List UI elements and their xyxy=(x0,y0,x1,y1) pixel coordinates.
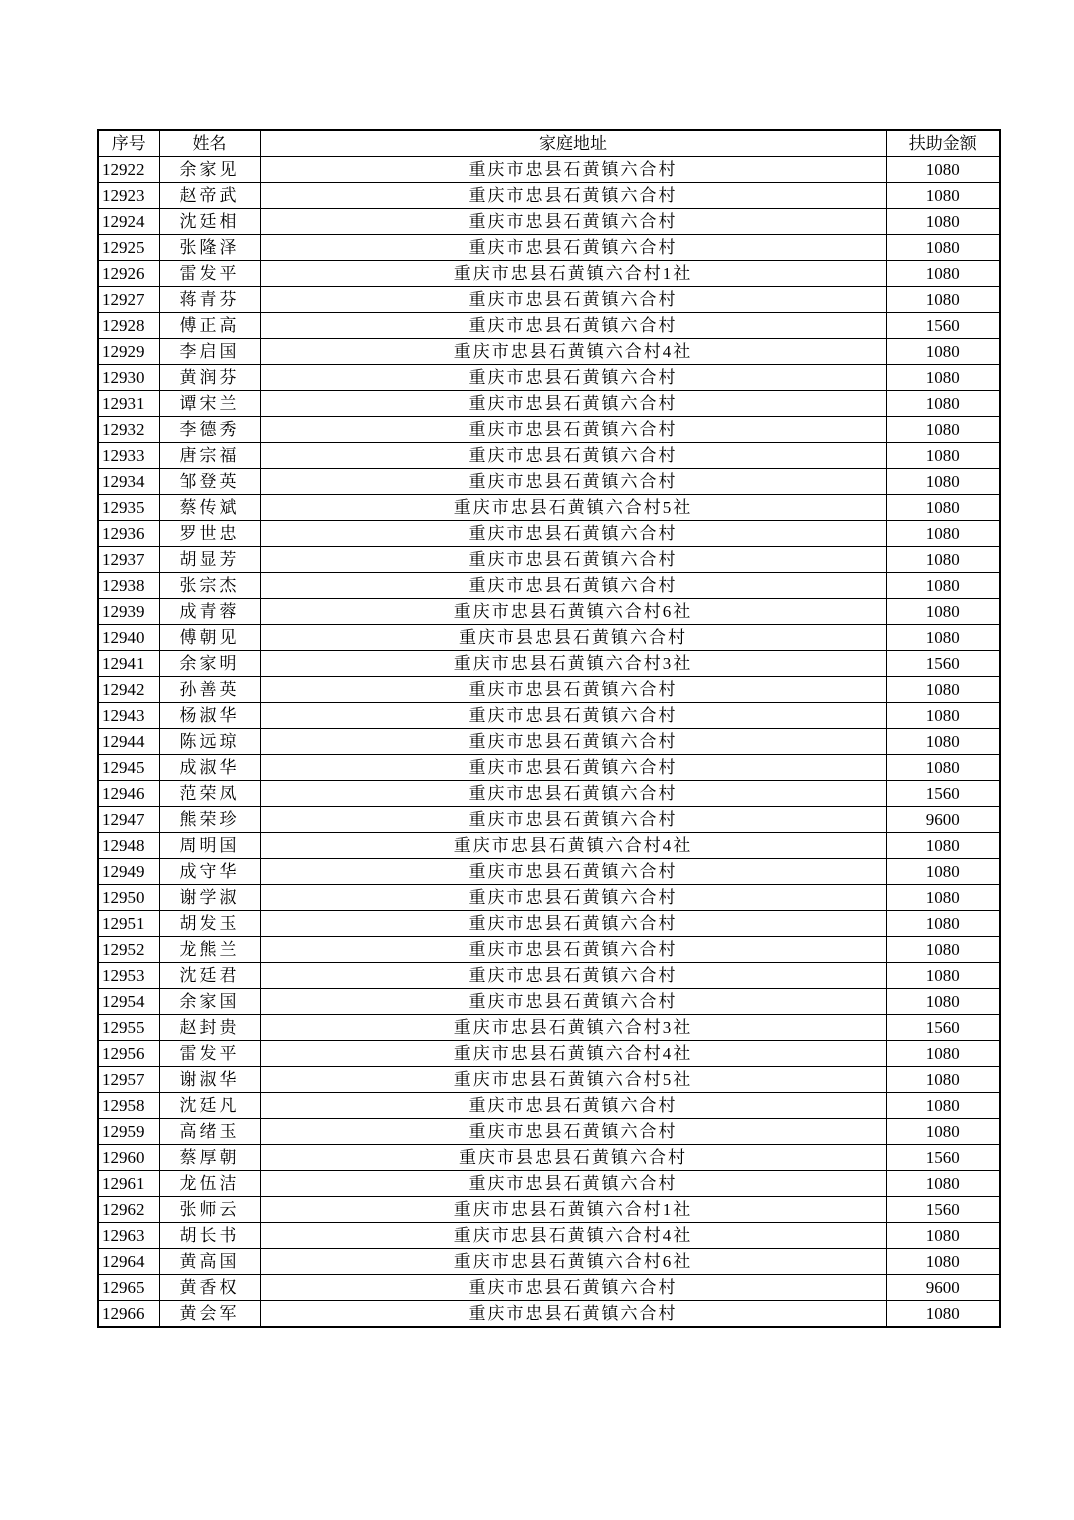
name-cell: 张师云 xyxy=(159,1197,260,1223)
serial-cell: 12933 xyxy=(98,443,159,469)
name-cell: 蔡厚朝 xyxy=(159,1145,260,1171)
serial-cell: 12950 xyxy=(98,885,159,911)
table-row xyxy=(98,963,1000,989)
table-row xyxy=(98,443,1000,469)
address-cell: 重庆市忠县石黄镇六合村 xyxy=(260,1275,886,1301)
serial-cell: 12935 xyxy=(98,495,159,521)
serial-cell: 12937 xyxy=(98,547,159,573)
address-cell: 重庆市忠县石黄镇六合村 xyxy=(260,443,886,469)
table-row xyxy=(98,1067,1000,1093)
amount-cell: 1080 xyxy=(886,911,1000,937)
name-cell: 谭宋兰 xyxy=(159,391,260,417)
amount-cell: 1080 xyxy=(886,469,1000,495)
table-row xyxy=(98,1171,1000,1197)
name-cell: 周明国 xyxy=(159,833,260,859)
serial-cell: 12951 xyxy=(98,911,159,937)
serial-cell: 12932 xyxy=(98,417,159,443)
address-cell: 重庆市忠县石黄镇六合村 xyxy=(260,469,886,495)
address-cell: 重庆市忠县石黄镇六合村 xyxy=(260,859,886,885)
serial-cell: 12955 xyxy=(98,1015,159,1041)
address-cell: 重庆市忠县石黄镇六合村 xyxy=(260,235,886,261)
address-cell: 重庆市忠县石黄镇六合村 xyxy=(260,313,886,339)
serial-cell: 12931 xyxy=(98,391,159,417)
serial-cell: 12945 xyxy=(98,755,159,781)
name-cell: 成守华 xyxy=(159,859,260,885)
address-cell: 重庆市忠县石黄镇六合村 xyxy=(260,703,886,729)
address-cell: 重庆市忠县石黄镇六合村 xyxy=(260,209,886,235)
name-cell: 赵帝武 xyxy=(159,183,260,209)
name-cell: 谢淑华 xyxy=(159,1067,260,1093)
amount-cell: 1080 xyxy=(886,1119,1000,1145)
serial-cell: 12923 xyxy=(98,183,159,209)
table-row xyxy=(98,703,1000,729)
serial-cell: 12929 xyxy=(98,339,159,365)
address-cell: 重庆市忠县石黄镇六合村 xyxy=(260,547,886,573)
address-cell: 重庆市忠县石黄镇六合村 xyxy=(260,807,886,833)
table-row xyxy=(98,1249,1000,1275)
table-row xyxy=(98,391,1000,417)
serial-cell: 12926 xyxy=(98,261,159,287)
serial-cell: 12928 xyxy=(98,313,159,339)
table-row xyxy=(98,1223,1000,1249)
serial-cell: 12925 xyxy=(98,235,159,261)
amount-cell: 1080 xyxy=(886,495,1000,521)
name-cell: 龙伍洁 xyxy=(159,1171,260,1197)
amount-cell: 1080 xyxy=(886,755,1000,781)
table-row xyxy=(98,261,1000,287)
name-cell: 唐宗福 xyxy=(159,443,260,469)
address-cell: 重庆市忠县石黄镇六合村 xyxy=(260,989,886,1015)
table-row xyxy=(98,833,1000,859)
amount-cell: 1080 xyxy=(886,833,1000,859)
serial-cell: 12938 xyxy=(98,573,159,599)
table-row xyxy=(98,1093,1000,1119)
address-cell: 重庆市忠县石黄镇六合村 xyxy=(260,365,886,391)
name-cell: 蔡传斌 xyxy=(159,495,260,521)
address-cell: 重庆市忠县石黄镇六合村 xyxy=(260,417,886,443)
address-cell: 重庆市县忠县石黄镇六合村 xyxy=(260,1145,886,1171)
name-cell: 李德秀 xyxy=(159,417,260,443)
amount-cell: 1080 xyxy=(886,1171,1000,1197)
serial-cell: 12948 xyxy=(98,833,159,859)
address-cell: 重庆市忠县石黄镇六合村1社 xyxy=(260,261,886,287)
table-row xyxy=(98,1041,1000,1067)
address-cell: 重庆市忠县石黄镇六合村6社 xyxy=(260,599,886,625)
address-cell: 重庆市忠县石黄镇六合村 xyxy=(260,287,886,313)
table-row xyxy=(98,573,1000,599)
table-row xyxy=(98,807,1000,833)
serial-cell: 12961 xyxy=(98,1171,159,1197)
amount-cell: 1080 xyxy=(886,443,1000,469)
amount-cell: 1080 xyxy=(886,1249,1000,1275)
amount-cell: 1080 xyxy=(886,183,1000,209)
address-cell: 重庆市忠县石黄镇六合村 xyxy=(260,1301,886,1328)
address-cell: 重庆市忠县石黄镇六合村3社 xyxy=(260,651,886,677)
name-cell: 成青蓉 xyxy=(159,599,260,625)
serial-cell: 12964 xyxy=(98,1249,159,1275)
address-cell: 重庆市忠县石黄镇六合村 xyxy=(260,937,886,963)
amount-cell: 1560 xyxy=(886,1015,1000,1041)
amount-cell: 1080 xyxy=(886,521,1000,547)
serial-cell: 12927 xyxy=(98,287,159,313)
table-row xyxy=(98,781,1000,807)
header-name: 姓名 xyxy=(159,130,260,157)
serial-cell: 12934 xyxy=(98,469,159,495)
name-cell: 张宗杰 xyxy=(159,573,260,599)
table-row xyxy=(98,859,1000,885)
address-cell: 重庆市忠县石黄镇六合村 xyxy=(260,755,886,781)
name-cell: 罗世忠 xyxy=(159,521,260,547)
table-row xyxy=(98,1119,1000,1145)
table-row xyxy=(98,911,1000,937)
table-row xyxy=(98,651,1000,677)
serial-cell: 12966 xyxy=(98,1301,159,1328)
amount-cell: 1080 xyxy=(886,989,1000,1015)
name-cell: 陈远琼 xyxy=(159,729,260,755)
name-cell: 张隆泽 xyxy=(159,235,260,261)
address-cell: 重庆市忠县石黄镇六合村6社 xyxy=(260,1249,886,1275)
name-cell: 黄会军 xyxy=(159,1301,260,1328)
amount-cell: 1080 xyxy=(886,261,1000,287)
name-cell: 成淑华 xyxy=(159,755,260,781)
name-cell: 余家明 xyxy=(159,651,260,677)
table-row xyxy=(98,313,1000,339)
serial-cell: 12965 xyxy=(98,1275,159,1301)
table-row xyxy=(98,339,1000,365)
serial-cell: 12957 xyxy=(98,1067,159,1093)
serial-cell: 12958 xyxy=(98,1093,159,1119)
amount-cell: 1080 xyxy=(886,365,1000,391)
serial-cell: 12962 xyxy=(98,1197,159,1223)
table-row xyxy=(98,469,1000,495)
amount-cell: 1080 xyxy=(886,625,1000,651)
table-row xyxy=(98,209,1000,235)
name-cell: 李启国 xyxy=(159,339,260,365)
amount-cell: 1080 xyxy=(886,157,1000,183)
name-cell: 傅正高 xyxy=(159,313,260,339)
name-cell: 胡显芳 xyxy=(159,547,260,573)
table-row xyxy=(98,157,1000,183)
serial-cell: 12959 xyxy=(98,1119,159,1145)
name-cell: 胡长书 xyxy=(159,1223,260,1249)
table-row xyxy=(98,235,1000,261)
address-cell: 重庆市县忠县石黄镇六合村 xyxy=(260,625,886,651)
table-row xyxy=(98,989,1000,1015)
name-cell: 赵封贵 xyxy=(159,1015,260,1041)
serial-cell: 12943 xyxy=(98,703,159,729)
serial-cell: 12956 xyxy=(98,1041,159,1067)
name-cell: 杨淑华 xyxy=(159,703,260,729)
name-cell: 蒋青芬 xyxy=(159,287,260,313)
amount-cell: 1080 xyxy=(886,209,1000,235)
serial-cell: 12946 xyxy=(98,781,159,807)
name-cell: 傅朝见 xyxy=(159,625,260,651)
name-cell: 余家国 xyxy=(159,989,260,1015)
table-header-row xyxy=(98,130,1000,157)
amount-cell: 9600 xyxy=(886,807,1000,833)
address-cell: 重庆市忠县石黄镇六合村3社 xyxy=(260,1015,886,1041)
amount-cell: 1080 xyxy=(886,937,1000,963)
serial-cell: 12939 xyxy=(98,599,159,625)
address-cell: 重庆市忠县石黄镇六合村5社 xyxy=(260,1067,886,1093)
name-cell: 黄高国 xyxy=(159,1249,260,1275)
address-cell: 重庆市忠县石黄镇六合村 xyxy=(260,573,886,599)
amount-cell: 1080 xyxy=(886,547,1000,573)
address-cell: 重庆市忠县石黄镇六合村 xyxy=(260,781,886,807)
address-cell: 重庆市忠县石黄镇六合村4社 xyxy=(260,1223,886,1249)
address-cell: 重庆市忠县石黄镇六合村 xyxy=(260,677,886,703)
amount-cell: 1080 xyxy=(886,963,1000,989)
serial-cell: 12960 xyxy=(98,1145,159,1171)
amount-cell: 1080 xyxy=(886,677,1000,703)
table-row xyxy=(98,417,1000,443)
table-row xyxy=(98,885,1000,911)
table-row xyxy=(98,183,1000,209)
serial-cell: 12941 xyxy=(98,651,159,677)
table-row xyxy=(98,599,1000,625)
table-row xyxy=(98,625,1000,651)
table-row xyxy=(98,1015,1000,1041)
amount-cell: 1080 xyxy=(886,1041,1000,1067)
amount-cell: 1080 xyxy=(886,339,1000,365)
address-cell: 重庆市忠县石黄镇六合村 xyxy=(260,963,886,989)
address-cell: 重庆市忠县石黄镇六合村 xyxy=(260,1119,886,1145)
header-address: 家庭地址 xyxy=(260,130,886,157)
address-cell: 重庆市忠县石黄镇六合村4社 xyxy=(260,833,886,859)
address-cell: 重庆市忠县石黄镇六合村 xyxy=(260,1171,886,1197)
serial-cell: 12936 xyxy=(98,521,159,547)
table-row xyxy=(98,547,1000,573)
address-cell: 重庆市忠县石黄镇六合村 xyxy=(260,729,886,755)
name-cell: 沈廷相 xyxy=(159,209,260,235)
table-row xyxy=(98,1145,1000,1171)
amount-cell: 1080 xyxy=(886,1223,1000,1249)
address-cell: 重庆市忠县石黄镇六合村5社 xyxy=(260,495,886,521)
amount-cell: 1080 xyxy=(886,599,1000,625)
serial-cell: 12924 xyxy=(98,209,159,235)
amount-cell: 1560 xyxy=(886,1197,1000,1223)
amount-cell: 1080 xyxy=(886,859,1000,885)
name-cell: 雷发平 xyxy=(159,1041,260,1067)
amount-cell: 1560 xyxy=(886,651,1000,677)
amount-cell: 1080 xyxy=(886,1093,1000,1119)
name-cell: 谢学淑 xyxy=(159,885,260,911)
amount-cell: 1080 xyxy=(886,417,1000,443)
table-row xyxy=(98,677,1000,703)
serial-cell: 12942 xyxy=(98,677,159,703)
address-cell: 重庆市忠县石黄镇六合村 xyxy=(260,521,886,547)
name-cell: 邹登英 xyxy=(159,469,260,495)
serial-cell: 12954 xyxy=(98,989,159,1015)
address-cell: 重庆市忠县石黄镇六合村 xyxy=(260,885,886,911)
address-cell: 重庆市忠县石黄镇六合村 xyxy=(260,157,886,183)
header-amount: 扶助金额 xyxy=(886,130,1000,157)
serial-cell: 12963 xyxy=(98,1223,159,1249)
name-cell: 熊荣珍 xyxy=(159,807,260,833)
address-cell: 重庆市忠县石黄镇六合村 xyxy=(260,911,886,937)
amount-cell: 1560 xyxy=(886,1145,1000,1171)
address-cell: 重庆市忠县石黄镇六合村 xyxy=(260,391,886,417)
address-cell: 重庆市忠县石黄镇六合村 xyxy=(260,183,886,209)
table-row xyxy=(98,287,1000,313)
table-row xyxy=(98,1301,1000,1328)
amount-cell: 1080 xyxy=(886,391,1000,417)
serial-cell: 12949 xyxy=(98,859,159,885)
table-row xyxy=(98,729,1000,755)
table-row xyxy=(98,1275,1000,1301)
header-serial: 序号 xyxy=(98,130,159,157)
amount-cell: 1080 xyxy=(886,885,1000,911)
amount-cell: 1080 xyxy=(886,235,1000,261)
amount-cell: 1080 xyxy=(886,287,1000,313)
amount-cell: 1080 xyxy=(886,1301,1000,1328)
name-cell: 胡发玉 xyxy=(159,911,260,937)
serial-cell: 12952 xyxy=(98,937,159,963)
table-row xyxy=(98,937,1000,963)
name-cell: 黄香权 xyxy=(159,1275,260,1301)
amount-cell: 1560 xyxy=(886,781,1000,807)
assistance-table xyxy=(97,129,1001,1328)
name-cell: 范荣凤 xyxy=(159,781,260,807)
name-cell: 余家见 xyxy=(159,157,260,183)
amount-cell: 9600 xyxy=(886,1275,1000,1301)
table-row xyxy=(98,755,1000,781)
serial-cell: 12930 xyxy=(98,365,159,391)
serial-cell: 12944 xyxy=(98,729,159,755)
amount-cell: 1560 xyxy=(886,313,1000,339)
serial-cell: 12922 xyxy=(98,157,159,183)
name-cell: 龙熊兰 xyxy=(159,937,260,963)
serial-cell: 12953 xyxy=(98,963,159,989)
address-cell: 重庆市忠县石黄镇六合村4社 xyxy=(260,1041,886,1067)
amount-cell: 1080 xyxy=(886,703,1000,729)
table-row xyxy=(98,495,1000,521)
address-cell: 重庆市忠县石黄镇六合村 xyxy=(260,1093,886,1119)
name-cell: 高绪玉 xyxy=(159,1119,260,1145)
address-cell: 重庆市忠县石黄镇六合村4社 xyxy=(260,339,886,365)
serial-cell: 12947 xyxy=(98,807,159,833)
name-cell: 雷发平 xyxy=(159,261,260,287)
address-cell: 重庆市忠县石黄镇六合村1社 xyxy=(260,1197,886,1223)
name-cell: 孙善英 xyxy=(159,677,260,703)
table-row xyxy=(98,365,1000,391)
amount-cell: 1080 xyxy=(886,1067,1000,1093)
name-cell: 黄润芬 xyxy=(159,365,260,391)
table-row xyxy=(98,1197,1000,1223)
table-row xyxy=(98,521,1000,547)
amount-cell: 1080 xyxy=(886,573,1000,599)
name-cell: 沈廷凡 xyxy=(159,1093,260,1119)
name-cell: 沈廷君 xyxy=(159,963,260,989)
serial-cell: 12940 xyxy=(98,625,159,651)
amount-cell: 1080 xyxy=(886,729,1000,755)
